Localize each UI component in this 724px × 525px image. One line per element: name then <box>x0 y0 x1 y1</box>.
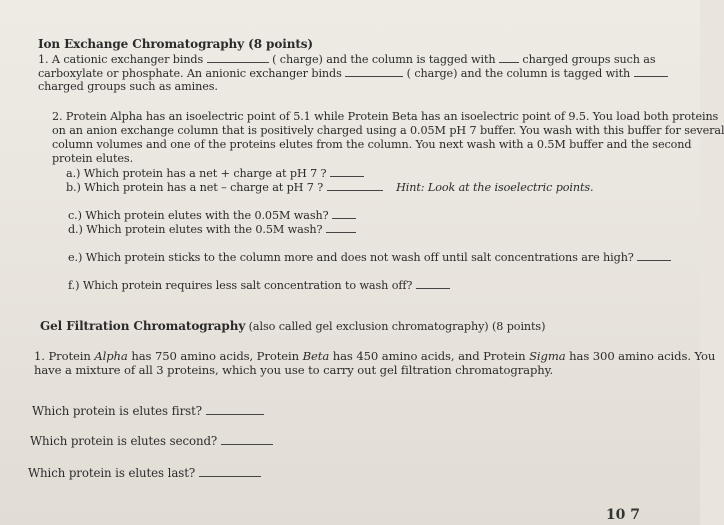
answer-blank[interactable] <box>206 404 264 415</box>
gel-q1-mid2: has 450 amino acids, and Protein <box>332 349 526 363</box>
q1-text-c: charged groups such as <box>522 53 656 66</box>
page-corner-number: 10 7 <box>605 507 640 523</box>
hint-text: Hint: Look at the isoelectric points. <box>396 181 594 194</box>
q1-text-e: ( charge) and the column is tagged with <box>406 67 631 80</box>
gel-q1-line-1 <box>34 350 715 363</box>
gel-q1-pre: 1. Protein <box>34 349 91 363</box>
q2-para-4: protein elutes. <box>52 152 134 165</box>
gel-filtration-title <box>40 320 545 333</box>
gel-title-bold: Gel Filtration Chromatography <box>40 319 246 333</box>
answer-blank[interactable] <box>499 52 519 63</box>
gel-last <box>28 466 261 480</box>
q2e-text: e.) Which protein sticks to the column more and does not wash off until salt concentrations are high? <box>68 251 634 264</box>
q2b-text: b.) Which protein has a net – charge at pH 7 ? <box>66 181 324 194</box>
answer-blank[interactable] <box>330 166 364 177</box>
q2c <box>68 208 356 222</box>
q2d <box>68 222 356 236</box>
gel-last-text: Which protein is elutes last? <box>28 466 196 480</box>
protein-sigma: Sigma <box>529 349 566 363</box>
q2c-text: c.) Which protein elutes with the 0.05M wash? <box>68 209 329 222</box>
answer-blank[interactable] <box>416 278 450 289</box>
ion-exchange-title: Ion Exchange Chromatography (8 points) <box>38 37 313 51</box>
gel-title-rest: (also called gel exclusion chromatography) (8 points) <box>248 320 546 333</box>
gel-q1-post: has 300 amino acids. You <box>569 349 716 363</box>
q2a <box>66 166 364 180</box>
answer-blank[interactable] <box>326 222 356 233</box>
answer-blank[interactable] <box>207 52 269 63</box>
answer-blank[interactable] <box>345 66 403 77</box>
protein-beta: Beta <box>302 349 330 363</box>
q2e <box>68 250 671 264</box>
q2-para-1: 2. Protein Alpha has an isoelectric point of 5.1 while Protein Beta has an isoelectric point of 9.5. You load both proteins <box>52 110 719 123</box>
gel-second <box>30 434 273 448</box>
q1-text-a: 1. A cationic exchanger binds <box>38 53 204 66</box>
answer-blank[interactable] <box>221 434 273 445</box>
gel-q1-mid1: has 750 amino acids, Protein <box>131 349 299 363</box>
q1-line-1 <box>38 52 656 66</box>
q2d-text: d.) Which protein elutes with the 0.5M wash? <box>68 223 323 236</box>
q1-line-2 <box>38 66 668 80</box>
answer-blank[interactable] <box>634 66 668 77</box>
q2b <box>66 180 593 194</box>
answer-blank[interactable] <box>637 250 671 261</box>
gel-first <box>32 404 264 418</box>
q2f <box>68 278 450 292</box>
q2-para-2: on an anion exchange column that is positively charged using a 0.05M pH 7 buffer. You wash with this buffer for several <box>52 124 724 137</box>
q1-line-3: charged groups such as amines. <box>38 80 218 93</box>
q2f-text: f.) Which protein requires less salt concentration to wash off? <box>68 279 413 292</box>
answer-blank[interactable] <box>327 180 383 191</box>
q1-text-d: carboxylate or phosphate. An anionic exchanger binds <box>38 67 342 80</box>
gel-second-text: Which protein is elutes second? <box>30 434 218 448</box>
protein-alpha: Alpha <box>94 349 128 363</box>
q2-para-3: column volumes and one of the proteins elutes from the column. You next wash with a 0.5M buffer and the second <box>52 138 692 151</box>
q2a-text: a.) Which protein has a net + charge at pH 7 ? <box>66 167 327 180</box>
answer-blank[interactable] <box>199 466 261 477</box>
q1-text-b: ( charge) and the column is tagged with <box>272 53 496 66</box>
gel-first-text: Which protein is elutes first? <box>32 404 202 418</box>
answer-blank[interactable] <box>332 208 356 219</box>
gel-q1-line-2: have a mixture of all 3 proteins, which you use to carry out gel filtration chromatography. <box>34 363 554 377</box>
